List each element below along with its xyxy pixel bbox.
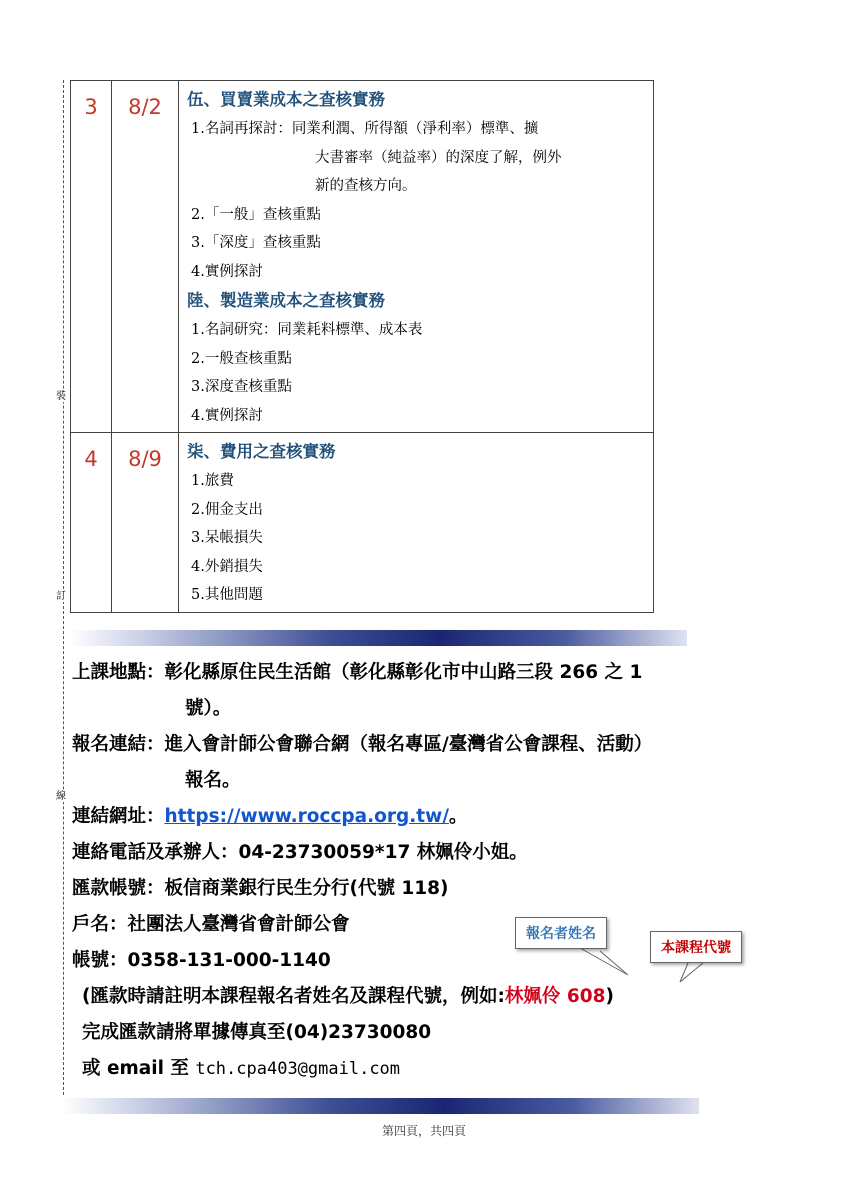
callout-registrant-name: 報名者姓名 <box>515 917 607 949</box>
url-suffix: 。 <box>448 806 468 827</box>
note-example-name: 林姵伶 <box>504 986 561 1007</box>
note-example-code: 608 <box>566 986 606 1007</box>
topic-item-text: 3.「深度」查核重點 <box>191 235 321 251</box>
account-number-line: 帳號：0358-131-000-1140 <box>72 950 331 971</box>
location-line: 上課地點：彰化縣原住民生活館（彰化縣彰化市中山路三段 266 之 1 <box>72 662 643 683</box>
topic-item-text: 4.實例探討 <box>191 407 263 424</box>
fax-line: 完成匯款請將單據傳真至(04)23730080 <box>82 1022 432 1043</box>
topic-item-continuation: 大書審率（純益率）的深度了解，例外 <box>315 149 562 166</box>
email-address: tch.cpa403@gmail.com <box>195 1059 401 1079</box>
topic-item-text: 2.「一般」查核重點 <box>191 206 321 223</box>
topic-item-text: 3.深度查核重點 <box>191 379 292 395</box>
code-callout-pointer <box>680 963 703 982</box>
website-link[interactable]: https://www.roccpa.org.tw/ <box>164 806 449 827</box>
binding-mark-2: 訂 <box>56 591 66 602</box>
topic-item-continuation: 新的查核方向。 <box>315 178 417 194</box>
session-number: 3 <box>71 81 112 433</box>
section-title: 伍、買賣業成本之查核實務 <box>187 90 385 109</box>
topic-item-text: 4.實例探討 <box>191 263 263 280</box>
callout-course-code: 本課程代號 <box>650 931 742 963</box>
session-number: 4 <box>71 433 112 613</box>
topic-item-text: 4.外銷損失 <box>191 558 263 575</box>
page-footer: 第四頁，共四頁 <box>381 1124 466 1138</box>
session-date: 8/2 <box>112 81 179 433</box>
session-date: 8/9 <box>112 433 179 613</box>
section-title: 柒、費用之查核實務 <box>187 442 336 461</box>
note-prefix: (匯款時請註明本課程報名者姓名及課程代號，例如: <box>82 986 505 1007</box>
location-line-cont: 號）。 <box>185 698 232 719</box>
url-label: 連結網址： <box>72 806 165 827</box>
section-title: 陸、製造業成本之查核實務 <box>187 291 385 310</box>
register-line-cont: 報名。 <box>185 770 241 791</box>
register-line: 報名連結：進入會計師公會聯合網（報名專區/臺灣省公會課程、活動） <box>72 734 653 755</box>
topic-item-text: 1.旅費 <box>191 473 234 489</box>
binding-mark-1: 裝 <box>56 391 66 402</box>
topic-item-text: 5.其他問題 <box>191 587 263 603</box>
name-callout-pointer <box>580 948 628 975</box>
contact-line: 連絡電話及承辦人：04-23730059*17 林姵伶小姐。 <box>72 842 528 863</box>
bank-line: 匯款帳號：板信商業銀行民生分行(代號 118) <box>72 878 449 899</box>
topic-item-text: 3.呆帳損失 <box>191 530 263 546</box>
account-name-line: 戶名：社團法人臺灣省會計師公會 <box>72 914 350 935</box>
email-prefix: 或 email 至 <box>82 1058 196 1079</box>
topic-item-text: 2.佣金支出 <box>191 501 263 518</box>
topic-item-text: 1.名詞研究：同業耗料標準、成本表 <box>191 322 423 338</box>
note-suffix: ) <box>605 986 614 1007</box>
topic-item-text: 1.名詞再探討：同業利潤、所得額（淨利率）標準、擴 <box>191 121 539 137</box>
topic-item-text: 2.一般查核重點 <box>191 350 292 367</box>
binding-mark-3: 線 <box>56 791 66 802</box>
divider-bar-bottom <box>62 1098 699 1114</box>
